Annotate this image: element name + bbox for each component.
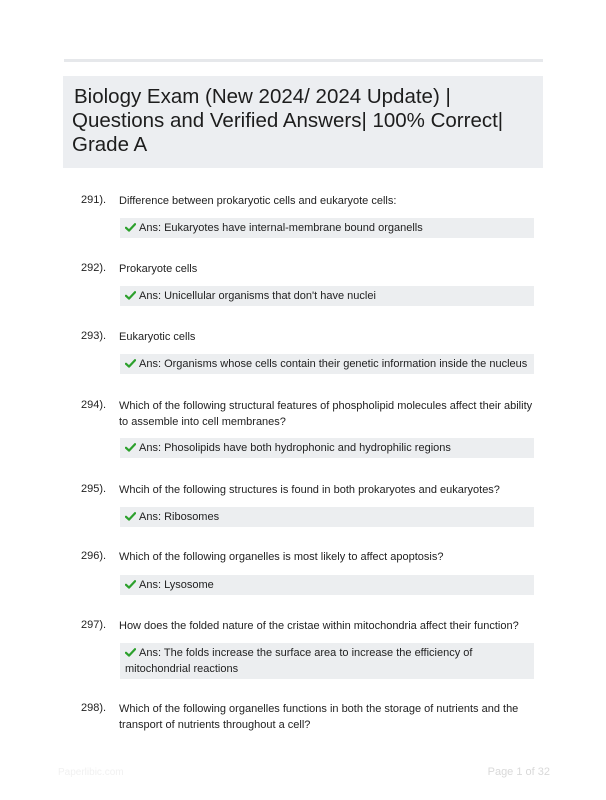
question-text: Which of the following organelles functions in both the storage of nutrients and the transport of nutrients throughout a cell? bbox=[119, 703, 519, 731]
page-number: Page 1 of 32 bbox=[487, 766, 550, 778]
answer-text: Ans: The folds increase the surface area to increase the efficiency of mitochondrial reactions bbox=[125, 647, 473, 675]
question-text: How does the folded nature of the cristae within mitochondria affect their function? bbox=[119, 620, 519, 632]
title-line-2: Questions and Verified Answers| 100% Correct| bbox=[72, 109, 504, 132]
answer-box bbox=[120, 438, 534, 458]
question-number: 297). bbox=[81, 619, 107, 631]
question-number: 298). bbox=[81, 702, 107, 714]
question-number: 293). bbox=[81, 330, 107, 342]
question-text: Prokaryote cells bbox=[119, 263, 198, 275]
checkmark-icon bbox=[125, 291, 136, 300]
answer-box bbox=[120, 507, 534, 527]
top-divider bbox=[64, 59, 543, 62]
checkmark-icon bbox=[125, 443, 136, 452]
answer-text: Ans: Unicellular organisms that don't have nuclei bbox=[139, 290, 376, 302]
answer-box bbox=[120, 218, 534, 238]
question-text: Which of the following structural features of phospholipid molecules affect their ability to assemble into cell membranes? bbox=[119, 400, 533, 428]
document-title bbox=[72, 85, 535, 157]
checkmark-icon bbox=[125, 648, 136, 657]
question-text: Which of the following organelles is most likely to affect apoptosis? bbox=[119, 551, 444, 563]
document-title-box bbox=[63, 76, 543, 168]
question-text: Eukaryotic cells bbox=[119, 331, 196, 343]
question-number: 296). bbox=[81, 550, 107, 562]
question-number: 291). bbox=[81, 194, 107, 206]
checkmark-icon bbox=[125, 512, 136, 521]
checkmark-icon bbox=[125, 223, 136, 232]
answer-text: Ans: Lysosome bbox=[139, 579, 214, 591]
title-line-3: Grade A bbox=[72, 133, 148, 156]
question-text: Difference between prokaryotic cells and eukaryote cells: bbox=[119, 195, 397, 207]
answer-box bbox=[120, 643, 534, 679]
question-number: 294). bbox=[81, 399, 107, 411]
answer-box bbox=[120, 286, 534, 306]
answer-text: Ans: Eukaryotes have internal-membrane bound organells bbox=[139, 222, 423, 234]
answer-text: Ans: Organisms whose cells contain their genetic information inside the nucleus bbox=[139, 358, 528, 370]
question-number: 292). bbox=[81, 262, 107, 274]
checkmark-icon bbox=[125, 580, 136, 589]
answer-box bbox=[120, 575, 534, 595]
question-text: Whcih of the following structures is found in both prokaryotes and eukaryotes? bbox=[119, 484, 500, 496]
answer-text: Ans: Phosolipids have both hydrophonic and hydrophilic regions bbox=[139, 442, 451, 454]
footer-site: Paperlibic.com bbox=[58, 767, 124, 778]
answer-text: Ans: Ribosomes bbox=[139, 511, 220, 523]
checkmark-icon bbox=[125, 359, 136, 368]
question-number: 295). bbox=[81, 483, 107, 495]
title-line-1: Biology Exam (New 2024/ 2024 Update) | bbox=[74, 85, 451, 108]
answer-box bbox=[120, 354, 534, 374]
